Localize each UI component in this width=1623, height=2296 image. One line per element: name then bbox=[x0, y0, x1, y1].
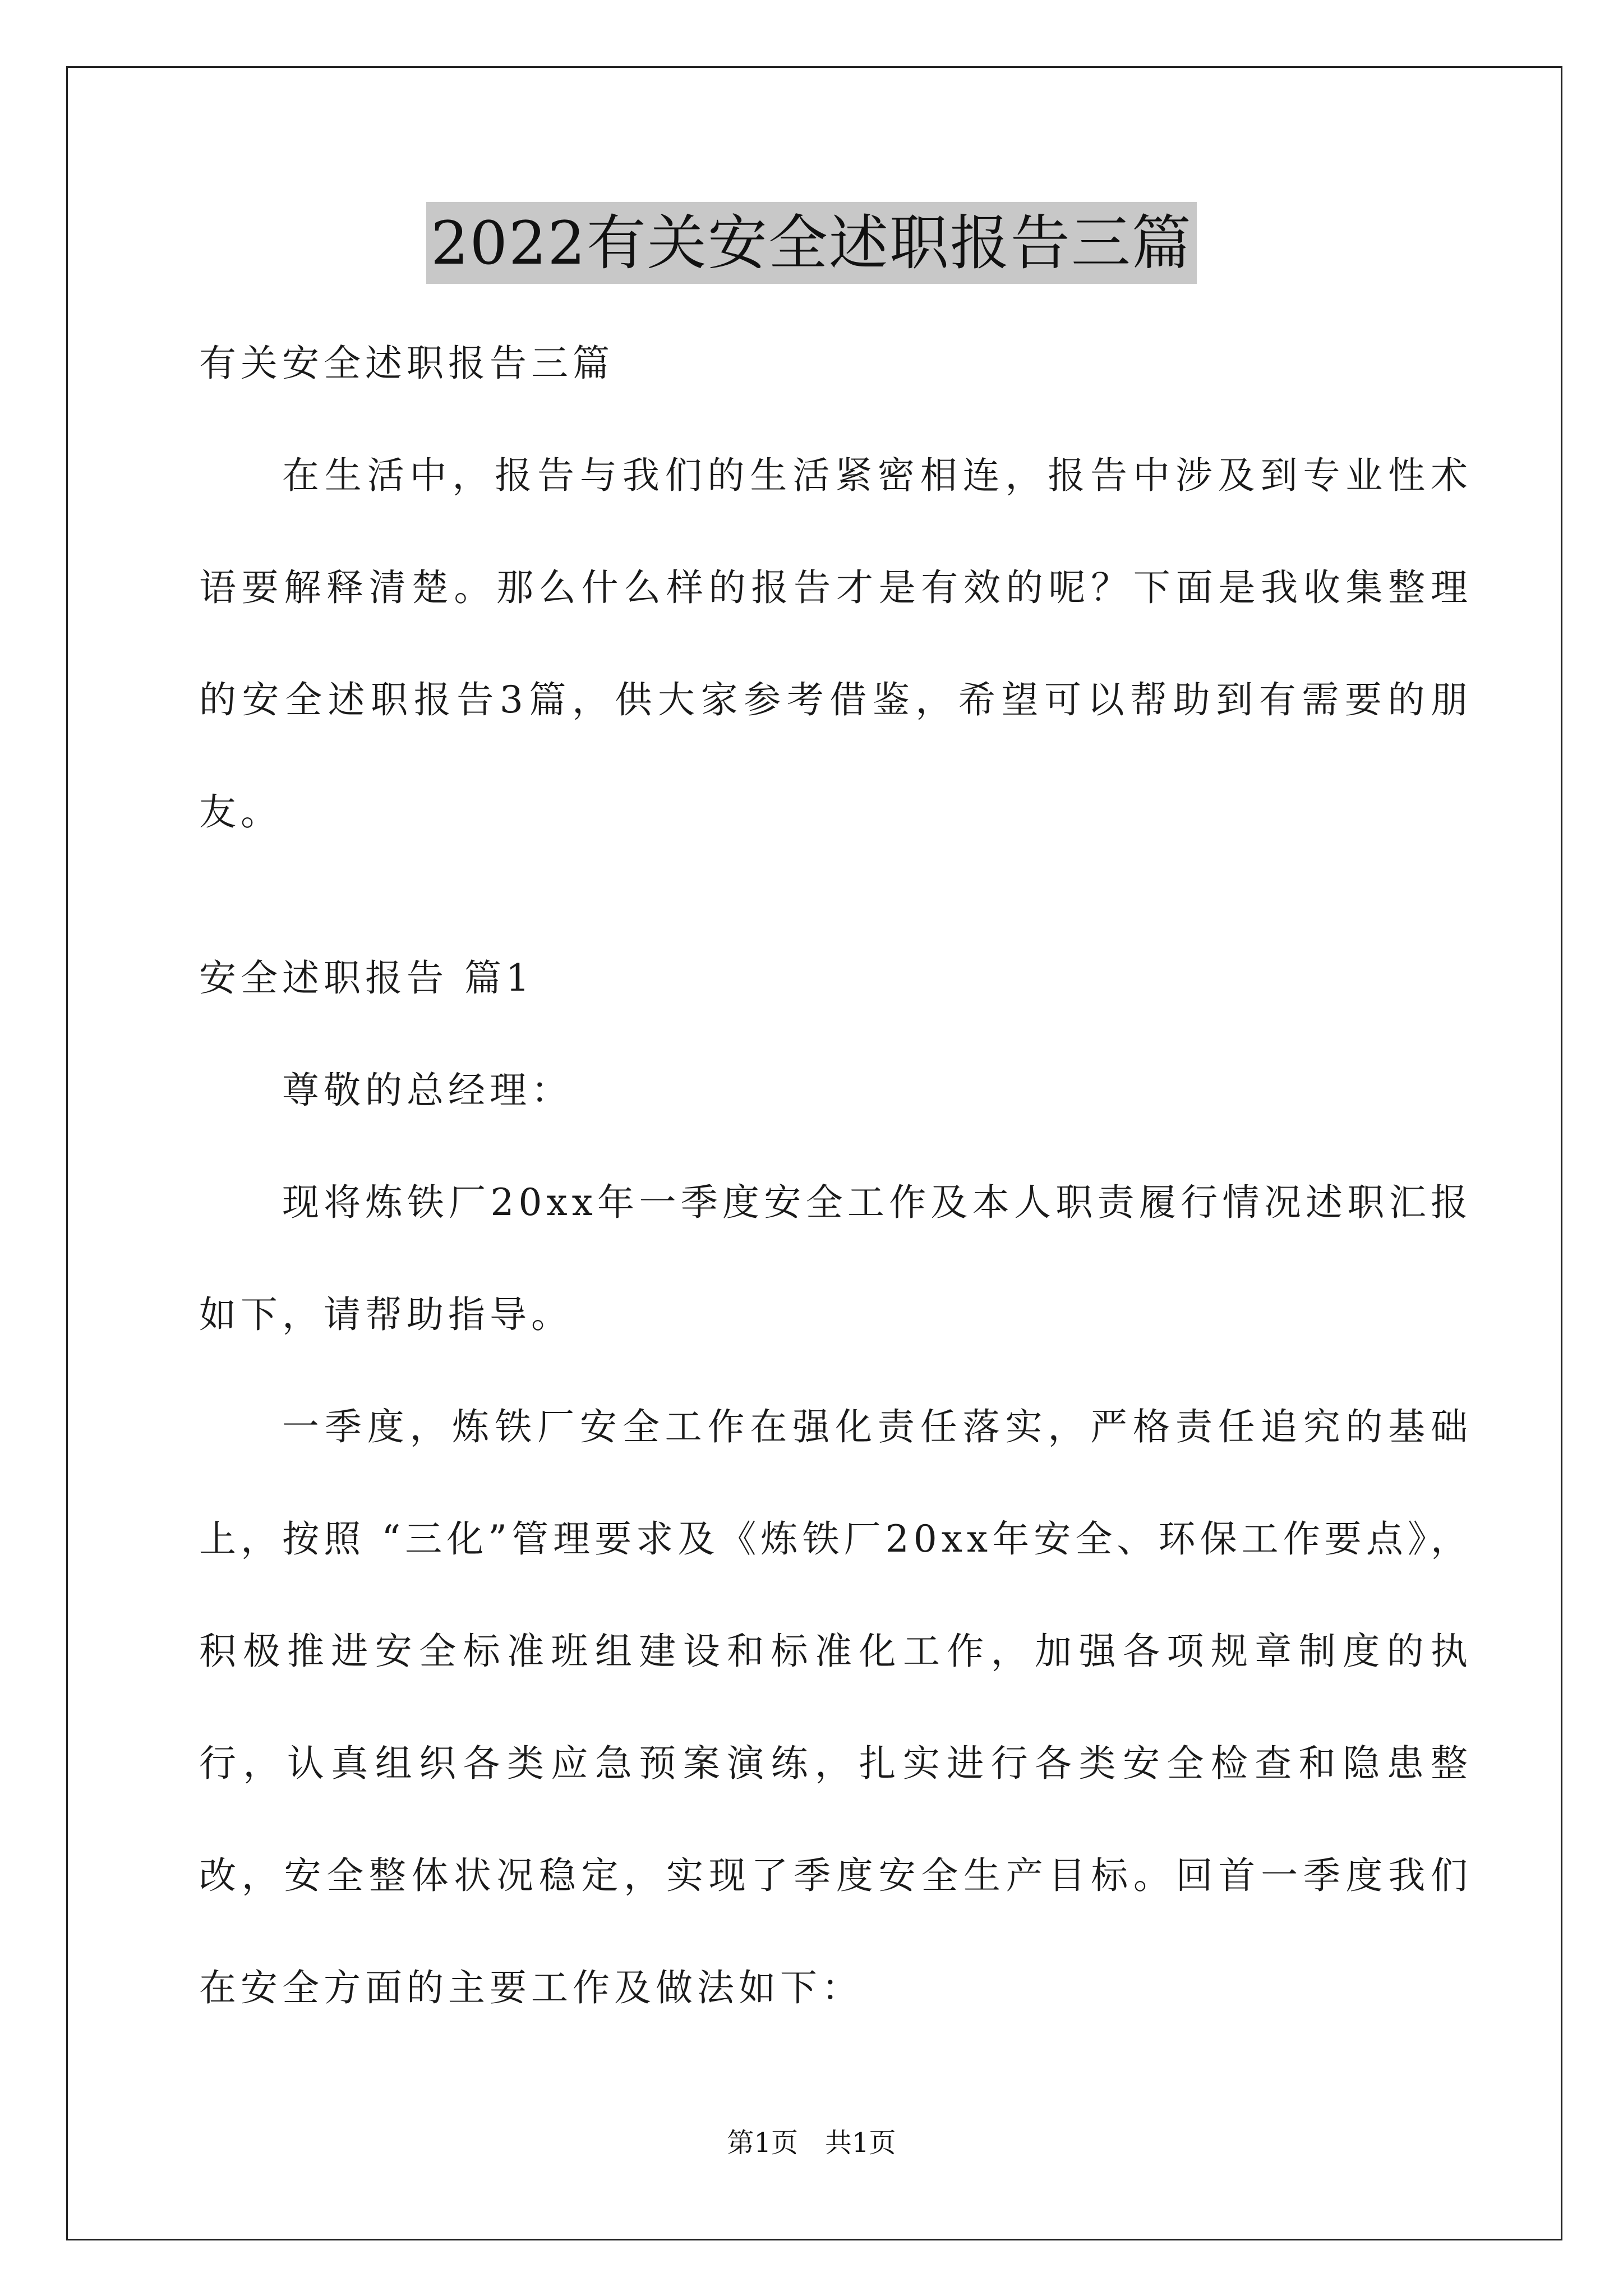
subtitle-paragraph: 有关安全述职报告三篇 bbox=[199, 342, 614, 385]
page-footer: 第1页 共1页 bbox=[727, 2127, 896, 2159]
intro-paragraph: 在生活中，报告与我们的生活紧密相连，报告中涉及到专业性术语要解释清楚。那么什么样的报告才是有效的呢？下面是我收集整理的安全述职报告3篇，供大家参考借鉴，希望可以帮助到有需要的朋友。 bbox=[199, 454, 1472, 834]
title-container bbox=[0, 202, 1623, 284]
document-body bbox=[199, 307, 1472, 2044]
report-intro-paragraph: 现将炼铁厂20xx年一季度安全工作及本人职责履行情况述职汇报如下，请帮助指导。 bbox=[199, 1181, 1472, 1336]
document-title: 2022有关安全述职报告三篇 bbox=[426, 202, 1197, 284]
section-spacer bbox=[199, 868, 1472, 922]
salutation-paragraph: 尊敬的总经理： bbox=[282, 1069, 573, 1112]
quarter-summary-paragraph: 一季度，炼铁厂安全工作在强化责任落实，严格责任追究的基础上，按照 “三化”管理要求及《炼铁厂20xx年安全、环保工作要点》，积极推进安全标准班组建设和标准化工作，加强各项规章制度的执行，认真组织各类应急预案演练，扎实进行各类安全检查和隐患整改，安全整体状况稳定，实现了季度安全生产目标。回首一季度我们在安全方面的主要工作及做法如下： bbox=[199, 1405, 1472, 2009]
section-heading: 安全述职报告 篇1 bbox=[199, 956, 534, 1000]
